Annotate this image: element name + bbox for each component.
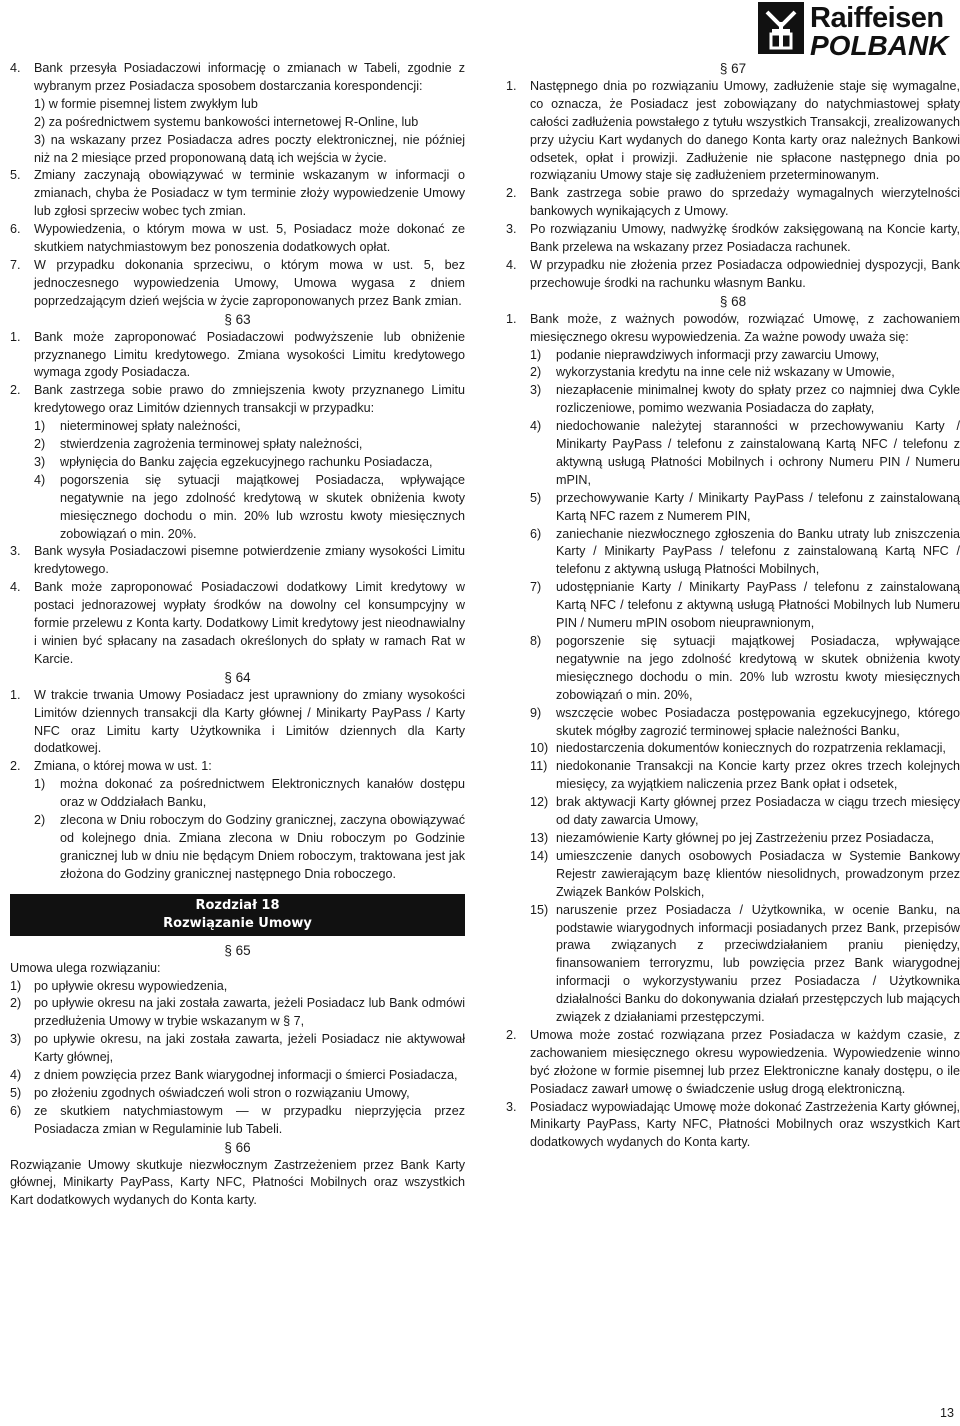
section-68-reason-3: 3) niezapłacenie minimalnej kwoty do spłaty przez co najmniej dwa Cykle rozliczeniowe, pomimo wezwania Posiadacza do zapłaty,	[530, 383, 960, 416]
chapter-18-banner	[10, 894, 465, 936]
section-67-point-4: 4. W przypadku nie złożenia przez Posiadacza odpowiedniej dyspozycji, Bank przechowuje środki na rachunku własnym Banku.	[506, 257, 960, 290]
section-63-point-4: 4. Bank może zaproponować Posiadaczowi dodatkowy Limit kredytowy w postaci jednorazowej wypłaty środków na dowolny cel konsumpcyjny w formie przelewu z Konta karty. Dodatkowy Limit kredytowy jest nieodnawialny i winien być spłacany na zasadach określonych do spłaty w ramach Rat w Karcie.	[10, 580, 465, 666]
section-68-reason-10: 10) niedostarczenia dokumentów koniecznych do rozpatrzenia reklamacji,	[530, 741, 946, 756]
section-67-heading: § 67	[719, 61, 747, 76]
section-65-item-3: 3) po upływie okresu, na jaki została zawarta, jeżeli Posiadacz nie aktywował Karty głównej,	[10, 1032, 465, 1065]
section-65-item-6: 6) ze skutkiem natychmiastowym — w przypadku nieprzyjęcia przez Posiadacza zmian w Regulaminie lub Tabeli.	[10, 1103, 465, 1136]
section-66-heading: § 66	[224, 1139, 251, 1155]
section-63-point-2: 2. Bank zastrzega sobie prawo do zmniejszenia kwoty przyznanego Limitu kredytowego oraz Limitów dziennych transakcji w przypadku:	[10, 383, 465, 416]
section-65-item-1: 1) po upływie okresu wypowiedzenia,	[10, 978, 228, 993]
section-65-intro: Umowa ulega rozwiązaniu:	[10, 960, 161, 975]
section-68-reason-7: 7) udostępnianie Karty / Minikarty PayPass / telefonu z zainstalowaną Kartą NFC / telefonu z aktywną usługą Płatności Mobilnych lub Numeru PIN / Numeru mPIN osobom nieuprawnionym,	[530, 580, 960, 631]
logo-line-1: Raiffeisen	[810, 2, 944, 34]
section-65-item-2: 2) po upływie okresu na jaki została zawarta, jeżeli Posiadacz lub Bank odmówi przedłużenia Umowy w trybie wskazanym w § 7,	[10, 996, 465, 1029]
section-64-point-2: 2. Zmiana, o której mowa w ust. 1:	[10, 759, 212, 774]
left-column	[10, 60, 465, 1210]
section-68-reason-12: 12) brak aktywacji Karty głównej przez Posiadacza w ciągu trzech miesięcy od daty zawarcia Umowy,	[530, 795, 960, 828]
section-65-item-5: 5) po złożeniu zgodnych oświadczeń woli stron o rozwiązaniu Umowy,	[10, 1085, 410, 1100]
section-64-point-2-item-2: 2) zlecona w Dniu roboczym do Godziny granicznej, zaczyna obowiązywać od kolejnego dnia. Zmiana zlecona w Dniu roboczym po Godzinie granicznej lub w dniu nie będącym Dniem roboczym, traktowana jest jak złożona do Godziny granicznej następnego Dnia roboczego.	[34, 813, 465, 881]
section-67-point-2: 2. Bank zastrzega sobie prawo do sprzedaży wymagalnych wierzytelności bankowych wynikających z Umowy.	[506, 186, 960, 219]
right-column	[506, 60, 960, 1152]
section-68-reason-8: 8) pogorszenie się sytuacji majątkowej Posiadacza, wpływające negatywnie na jego zdolność kredytową w skutek obniżenia kwoty miesięcznego dochodu o min. 20% lub wzrostu kwoty miesięcznych zobowiązań o min. 20%,	[530, 634, 960, 702]
section-65-item-4: 4) z dniem powzięcia przez Bank wiarygodnej informacji o śmierci Posiadacza,	[10, 1068, 458, 1083]
section-68-reason-9: 9) wszczęcie wobec Posiadacza postępowania egzekucyjnego, którego skutek mógłby zagrozić terminowej spłacie należności Banku,	[530, 705, 960, 738]
section-66-text: Rozwiązanie Umowy skutkuje niezwłocznym Zastrzeżeniem przez Bank Karty głównej, Minikarty PayPass, Karty NFC, Płatności Mobilnych oraz wszystkich Kart dodatkowych wydanych do Konta karty.	[10, 1157, 465, 1208]
paragraph-4-option-2: 2) za pośrednictwem systemu bankowości internetowej R-Online, lub	[34, 114, 419, 129]
section-68-reason-6: 6) zaniechanie niezwłocznego zgłoszenia do Banku utraty lub zniszczenia Karty / Minikarty PayPass / telefonu z zainstalowaną Kartą NFC / telefonu z aktywną usługą Płatności Mobilnych,	[530, 526, 960, 577]
paragraph-4: 4. Bank przesyła Posiadaczowi informację o zmianach w Tabeli, zgodnie z wybranym przez Posiadacza sposobem dostarczania korespondencji:	[10, 61, 465, 93]
section-64-point-2-item-1: 1) można dokonać za pośrednictwem Elektronicznych kanałów dostępu oraz w Oddziałach Banku,	[34, 777, 465, 810]
section-65-heading: § 65	[224, 942, 251, 958]
section-63-point-2-item-3: 3) wpłynięcia do Banku zajęcia egzekucyjnego rachunku Posiadacza,	[34, 454, 433, 469]
section-68-point-3: 3. Posiadacz wypowiadając Umowę może dokonać Zastrzeżenia Karty głównej, Minikarty PayPass, Karty NFC, Płatności Mobilnych oraz wszystkich Kart dodatkowych wydanych do Konta karty.	[506, 1099, 960, 1150]
logo-line-2: POLBANK	[810, 30, 949, 61]
section-68-reason-1: 1) podanie nieprawdziwych informacji przy zawarciu Umowy,	[530, 347, 880, 362]
section-63-heading: § 63	[224, 311, 251, 327]
paragraph-7: 7. W przypadku dokonania sprzeciwu, o którym mowa w ust. 5, bez jednoczesnego wypowiedzenia Umowy, Umowa wygasa z dniem poprzedzającym dzień wejścia w życie zaproponowanych przez Bank zmian.	[10, 257, 465, 308]
page-number: 13	[940, 1406, 955, 1420]
paragraph-6: 6. Wypowiedzenia, o którym mowa w ust. 5, Posiadacz może dokonać ze skutkiem natychmiastowym bez ponoszenia dodatkowych opłat.	[10, 222, 465, 255]
section-68-reason-15: 15) naruszenie przez Posiadacza / Użytkownika, w ocenie Banku, na podstawie wiarygodnych informacji posiadanych przez Bank, przepisów prawa związanych z przeciwdziałaniem praniu pieniędzy, finansowaniem terroryzmu, lub powzięcia przez Bank wiarygodnej informacji o wykorzystywaniu przez Posiadacza / Użytkownika działalności Banku do dokonywania działań przestępczych lub mających związek z działaniami przestępczymi.	[530, 902, 960, 1025]
section-68-point-2: 2. Umowa może zostać rozwiązana przez Posiadacza w każdym czasie, z zachowaniem miesięcznego okresu wypowiedzenia. Wypowiedzenie winno być złożone w formie pisemnej lub przez Elektroniczne kanały dostępu, o ile Posiadacz zawarł umowę o świadczenie usług drogą elektroniczną.	[506, 1027, 960, 1096]
section-63-point-2-item-2: 2) stwierdzenia zagrożenia terminowej spłaty należności,	[34, 437, 363, 452]
paragraph-4-option-1: 1) w formie pisemnej listem zwykłym lub	[34, 96, 258, 111]
section-68-reason-2: 2) wykorzystania kredytu na inne cele niż wskazany w Umowie,	[530, 365, 895, 380]
section-68-reason-14: 14) umieszczenie danych osobowych Posiadacza w Systemie Bankowy Rejestr zawierającym bazę klientów niesolidnych, prowadzonym przez Związek Banków Polskich,	[530, 848, 960, 899]
section-63-point-1: 1. Bank może zaproponować Posiadaczowi podwyższenie lub obniżenie przyznanego Limitu kredytowego. Zmiana wysokości Limitu kredytowego wymaga zgody Posiadacza.	[10, 329, 465, 380]
chapter-title: Rozwiązanie Umowy	[163, 915, 312, 931]
section-64-heading: § 64	[224, 669, 251, 685]
raiffeisen-polbank-logo	[758, 2, 956, 60]
section-68-heading: § 68	[719, 293, 747, 309]
gable-cross-icon	[758, 2, 804, 54]
section-68-reason-11: 11) niedokonanie Transakcji na Koncie karty przez okres trzech kolejnych miesięcy, za wyjątkiem naliczenia przez Bank opłat i odsetek,	[530, 759, 960, 792]
paragraph-4-option-3: 3) na wskazany przez Posiadacza adres poczty elektronicznej, nie później niż na 2 miesiące przed proponowaną datą ich wejścia w życie.	[34, 132, 465, 165]
chapter-number: Rozdział 18	[195, 897, 280, 913]
section-63-point-2-item-4: 4) pogorszenia się sytuacji majątkowej Posiadacza, wpływające negatywnie na jego zdolność kredytową w skutek obniżenia kwoty miesięcznego dochodu o min. 20% lub wzrostu kwoty miesięcznych zobowiązań o min. 20%.	[34, 472, 465, 541]
section-68-reason-13: 13) niezamówienie Karty głównej po jej Zastrzeżeniu przez Posiadacza,	[530, 830, 935, 845]
section-64-point-1: 1. W trakcie trwania Umowy Posiadacz jest uprawniony do zmiany wysokości Limitów dziennych transakcji dla Karty głównej / Minikarty PayPass / Karty NFC oraz Limitu karty Użytkownika i Limitów dziennych dla Karty dodatkowej.	[10, 687, 465, 756]
section-67-point-1: 1. Następnego dnia po rozwiązaniu Umowy, zadłużenie staje się wymagalne, co oznacza, że Posiadacz jest zobowiązany do natychmiastowej spłaty całości zadłużenia powstałego z tytułu wszystkich Transakcji, zrealizowanych przy użyciu Kart wydanych do danego Konta karty oraz należnych Bankowi odsetek, opłat i prowizji. Zadłużenie nie spłacone następnego dnia po rozwiązaniu Umowy staje się zadłużeniem przeterminowanym.	[506, 78, 960, 183]
paragraph-5: 5. Zmiany zaczynają obowiązywać w terminie wskazanym w informacji o zmianach, chyba że Posiadacz w tym terminie złoży wypowiedzenie Umowy lub zgłosi sprzeciw wobec tych zmian.	[10, 168, 465, 219]
section-67-point-3: 3. Po rozwiązaniu Umowy, nadwyżkę środków zaksięgowaną na Koncie karty, Bank przelewa na wskazany przez Posiadacza rachunek.	[506, 222, 960, 255]
section-63-point-2-item-1: 1) nieterminowej spłaty należności,	[34, 419, 241, 434]
section-68-reason-5: 5) przechowywanie Karty / Minikarty PayPass / telefonu z zainstalowaną Kartą NFC razem z Numerem PIN,	[530, 490, 960, 523]
section-63-point-3: 3. Bank wysyła Posiadaczowi pisemne potwierdzenie zmiany wysokości Limitu kredytowego.	[10, 544, 465, 577]
section-68-reason-4: 4) niedochowanie należytej staranności w przechowywaniu Karty / Minikarty PayPass / telefonu z zainstalowaną Kartą NFC / telefonu z aktywną usługą Płatności Mobilnych i ochrony Numeru PIN / Numeru mPIN,	[530, 419, 960, 487]
section-68-point-1: 1. Bank może, z ważnych powodów, rozwiązać Umowę, z zachowaniem miesięcznego okresu wypowiedzenia. Za ważne powody uważa się:	[506, 311, 960, 344]
